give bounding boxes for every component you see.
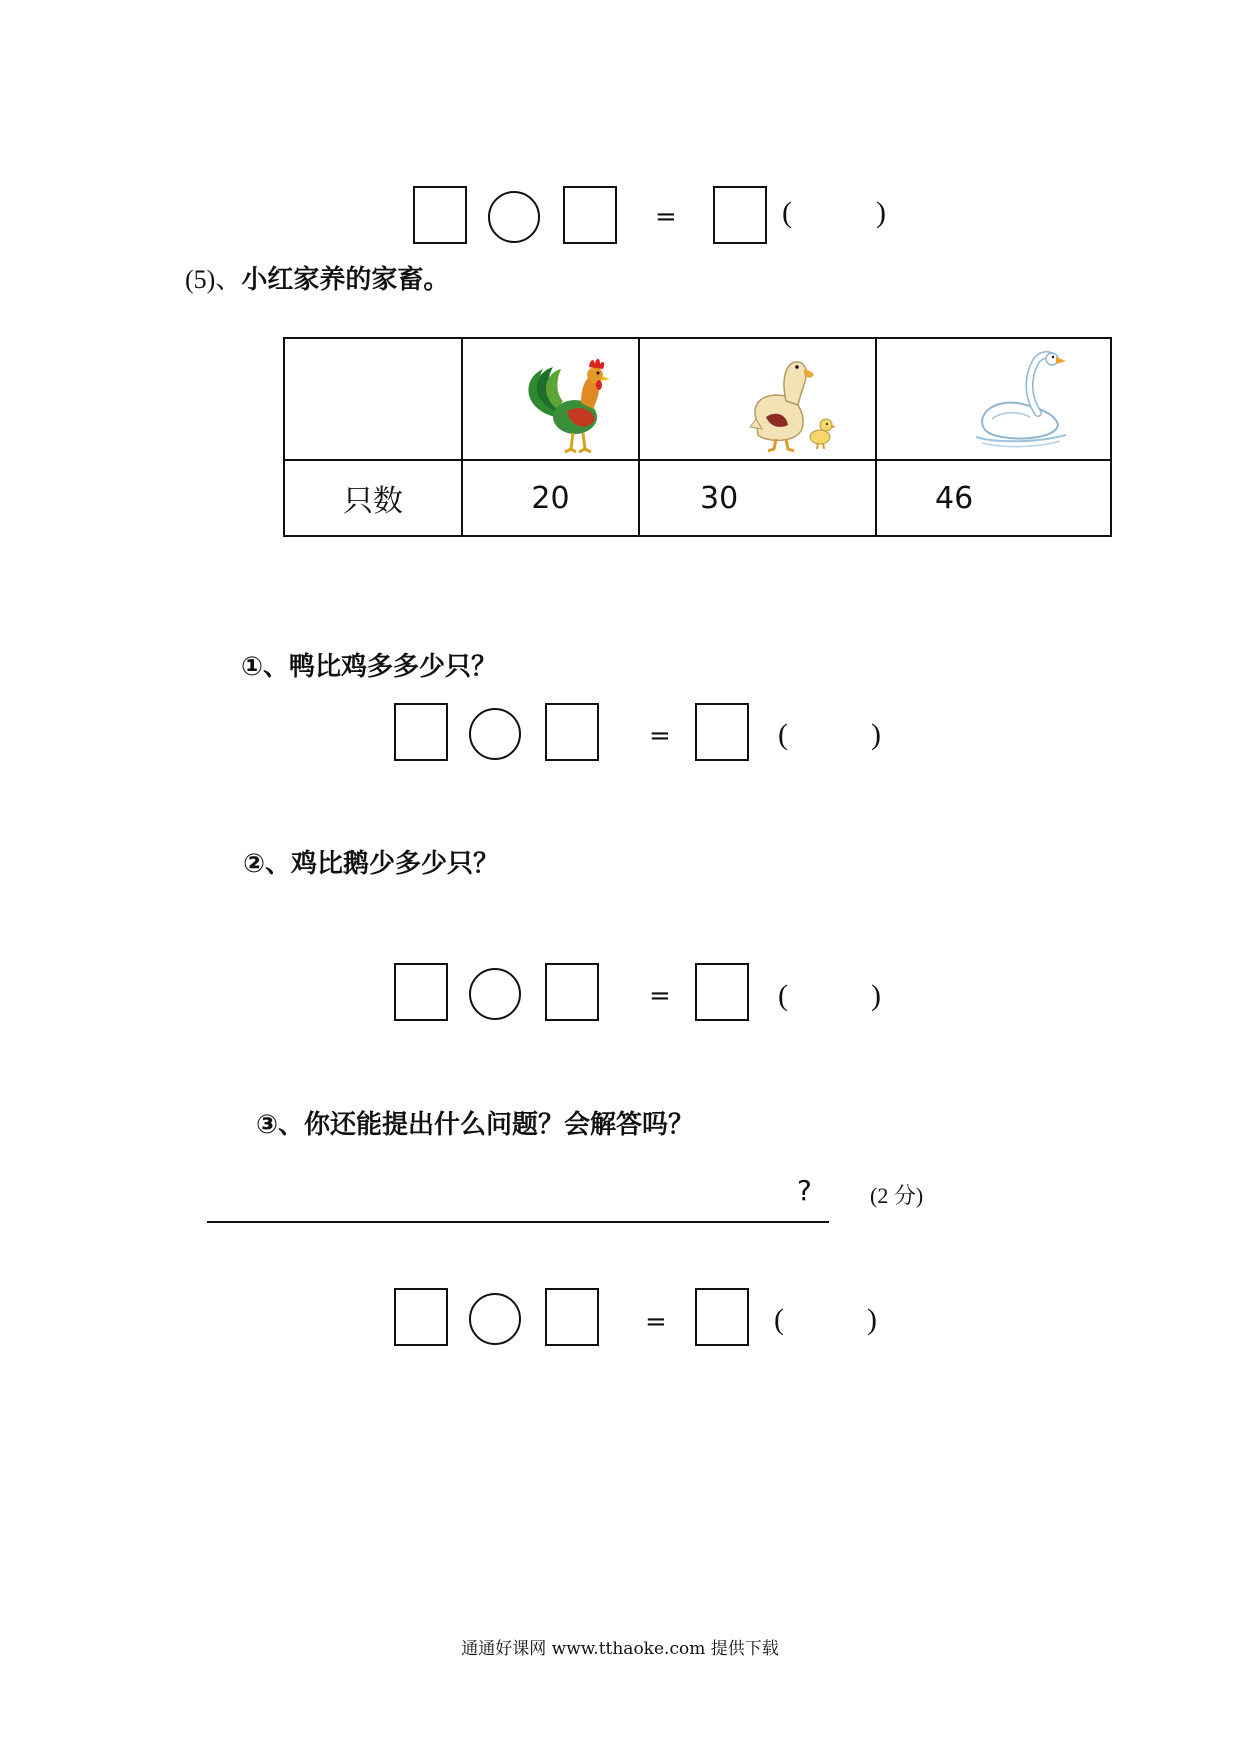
duck-cell <box>639 338 876 460</box>
question-1: ①、鸭比鸡多多少只？ <box>241 652 498 682</box>
table-row <box>284 338 1111 460</box>
unit-paren-close: ) <box>876 196 886 229</box>
result-box[interactable] <box>695 1288 749 1346</box>
table-row <box>284 460 1111 536</box>
answer-box[interactable] <box>545 1288 599 1346</box>
equals-sign: = <box>655 202 677 232</box>
livestock-table <box>283 337 1112 537</box>
duck-icon <box>670 339 845 455</box>
goose-icon <box>906 339 1081 455</box>
operator-circle[interactable] <box>469 968 521 1020</box>
result-box[interactable] <box>695 963 749 1021</box>
row-label: 只数 <box>284 460 462 536</box>
goose-count: 46 <box>876 460 1111 536</box>
question-2: ②、鸡比鹅少多少只？ <box>243 849 500 879</box>
answer-box[interactable] <box>394 1288 448 1346</box>
footer-credit: 通通好课网 www.tthaoke.com 提供下载 <box>461 1639 779 1659</box>
unit-paren-close: ) <box>871 718 881 751</box>
result-box[interactable] <box>695 703 749 761</box>
section-heading <box>185 265 449 295</box>
table-corner-cell <box>284 338 462 460</box>
answer-box[interactable] <box>394 703 448 761</box>
equals-sign: = <box>649 981 671 1011</box>
result-box[interactable] <box>713 186 767 244</box>
answer-box[interactable] <box>563 186 617 244</box>
answer-box[interactable] <box>545 963 599 1021</box>
answer-box[interactable] <box>545 703 599 761</box>
q3-answer-line[interactable] <box>207 1221 829 1223</box>
unit-paren-open: ( <box>782 196 792 229</box>
q3-question-mark: ? <box>797 1174 812 1207</box>
answer-box[interactable] <box>413 186 467 244</box>
unit-paren-close: ) <box>867 1303 877 1336</box>
goose-cell <box>876 338 1111 460</box>
unit-paren-open: ( <box>778 979 788 1012</box>
section-title: 小红家养的家畜。 <box>241 265 450 295</box>
question-3: ③、你还能提出什么问题？会解答吗？ <box>256 1110 695 1140</box>
operator-circle[interactable] <box>469 708 521 760</box>
rooster-icon <box>463 339 638 455</box>
section-number: (5)、 <box>185 265 242 294</box>
operator-circle[interactable] <box>488 191 540 243</box>
unit-paren-open: ( <box>778 718 788 751</box>
equals-sign: = <box>645 1307 667 1337</box>
unit-paren-close: ) <box>871 979 881 1012</box>
rooster-count: 20 <box>462 460 639 536</box>
q3-score: (2 分) <box>870 1183 924 1208</box>
equals-sign: = <box>649 721 671 751</box>
unit-paren-open: ( <box>774 1303 784 1336</box>
rooster-cell <box>462 338 639 460</box>
answer-box[interactable] <box>394 963 448 1021</box>
operator-circle[interactable] <box>469 1293 521 1345</box>
duck-count: 30 <box>639 460 876 536</box>
